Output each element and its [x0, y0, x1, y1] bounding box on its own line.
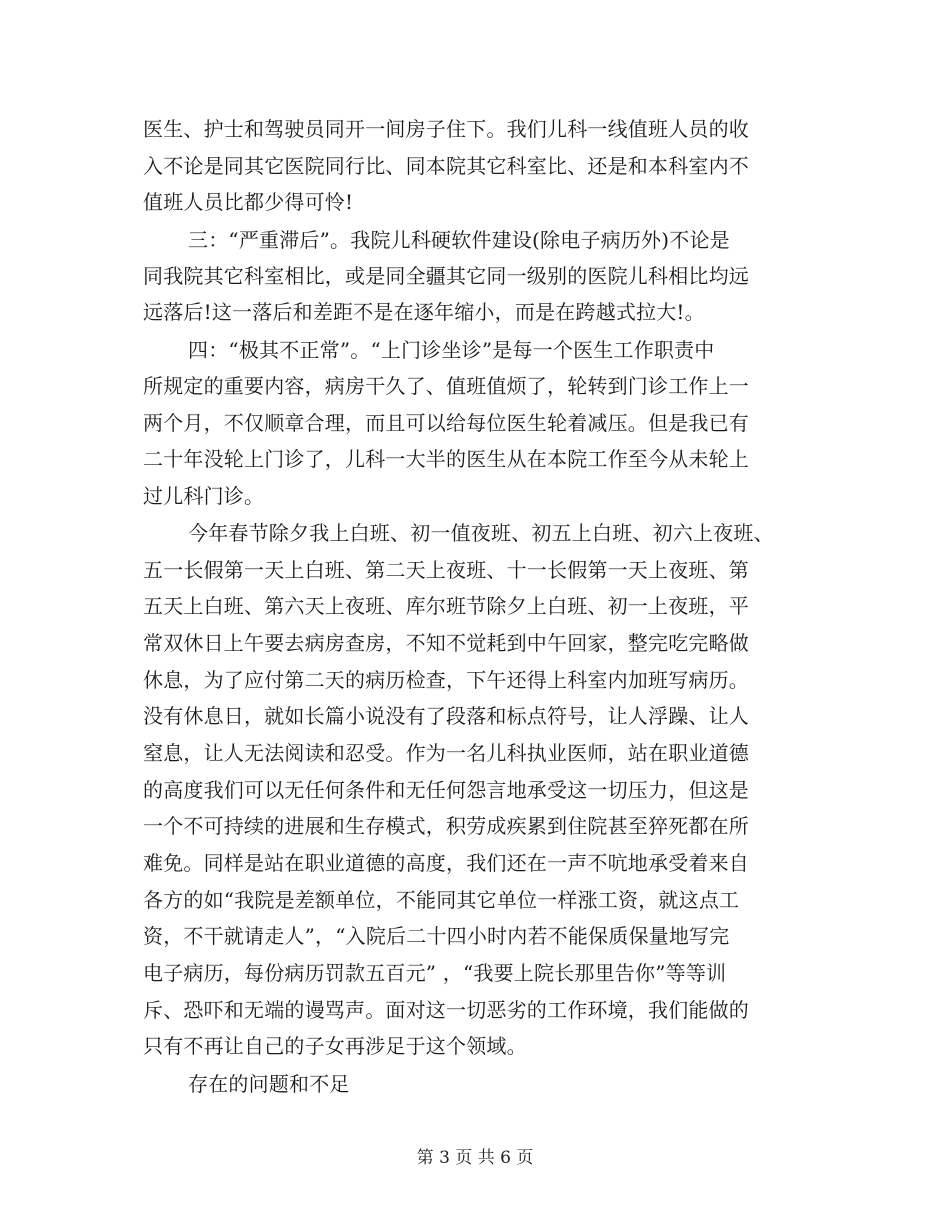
- text-line: 各方的如“我院是差额单位，不能同其它单位一样涨工资，就这点工: [143, 888, 740, 912]
- text-line: 入不论是同其它医院同行比、同本院其它科室比、还是和本科室内不: [143, 154, 749, 178]
- text-line: 远落后!这一落后和差距不是在逐年缩小，而是在跨越式拉大!。: [143, 300, 705, 324]
- text-line: 休息，为了应付第二天的病历检查，下午还得上科室内加班写病历。: [143, 668, 749, 692]
- text-line: 常双休日上午要去病房查房，不知不觉耗到中午回家，整完吃完略做: [143, 631, 749, 655]
- text-line: 三：“严重滞后”。我院儿科硬软件建设(除电子病历外)不论是: [188, 228, 730, 252]
- text-line: 斥、恐吓和无端的谩骂声。面对这一切恶劣的工作环境，我们能做的: [143, 998, 749, 1022]
- text-line: 窒息，让人无法阅读和忍受。作为一名儿科执业医师，站在职业道德: [143, 741, 749, 765]
- text-line: 资，不干就请走人”，“入院后二十四小时内若不能保质保量地写完: [143, 924, 730, 948]
- text-line: 只有不再让自己的子女再涉足于这个领域。: [143, 1034, 527, 1058]
- text-line: 医生、护士和驾驶员同开一间房子住下。我们儿科一线值班人员的收: [143, 117, 749, 141]
- text-line: 的高度我们可以无任何条件和无任何怨言地承受这一切压力，但这是: [143, 778, 749, 802]
- text-line: 同我院其它科室相比，或是同全疆其它同一级别的医院儿科相比均远: [143, 264, 749, 288]
- section-heading: 存在的问题和不足: [188, 1072, 350, 1096]
- text-line: 没有休息日，就如长篇小说没有了段落和标点符号，让人浮躁、让人: [143, 704, 749, 728]
- text-line: 四：“极其不正常”。“上门诊坐诊”是每一个医生工作职责中: [188, 338, 715, 362]
- text-line: 今年春节除夕我上白班、初一值夜班、初五上白班、初六上夜班、: [188, 521, 774, 545]
- text-line: 五天上白班、第六天上夜班、库尔班节除夕上白班、初一上夜班，平: [143, 594, 749, 618]
- text-line: 电子病历，每份病历罚款五百元” ，“我要上院长那里告你”等等训: [143, 961, 727, 985]
- page-footer: 第 3 页 共 6 页: [416, 1148, 534, 1168]
- text-line: 所规定的重要内容，病房干久了、值班值烦了，轮转到门诊工作上一: [143, 374, 749, 398]
- text-line: 难免。同样是站在职业道德的高度，我们还在一声不吭地承受着来自: [143, 851, 749, 875]
- text-line: 一个不可持续的进展和生存模式，积劳成疾累到住院甚至猝死都在所: [143, 814, 749, 838]
- text-line: 过儿科门诊。: [143, 484, 265, 508]
- text-line: 二十年没轮上门诊了，儿科一大半的医生从在本院工作至今从未轮上: [143, 447, 749, 471]
- text-line: 两个月，不仅顺章合理，而且可以给每位医生轮着减压。但是我已有: [143, 411, 749, 435]
- text-line: 五一长假第一天上白班、第二天上夜班、十一长假第一天上夜班、第: [143, 558, 749, 582]
- text-line: 值班人员比都少得可怜!: [143, 190, 354, 214]
